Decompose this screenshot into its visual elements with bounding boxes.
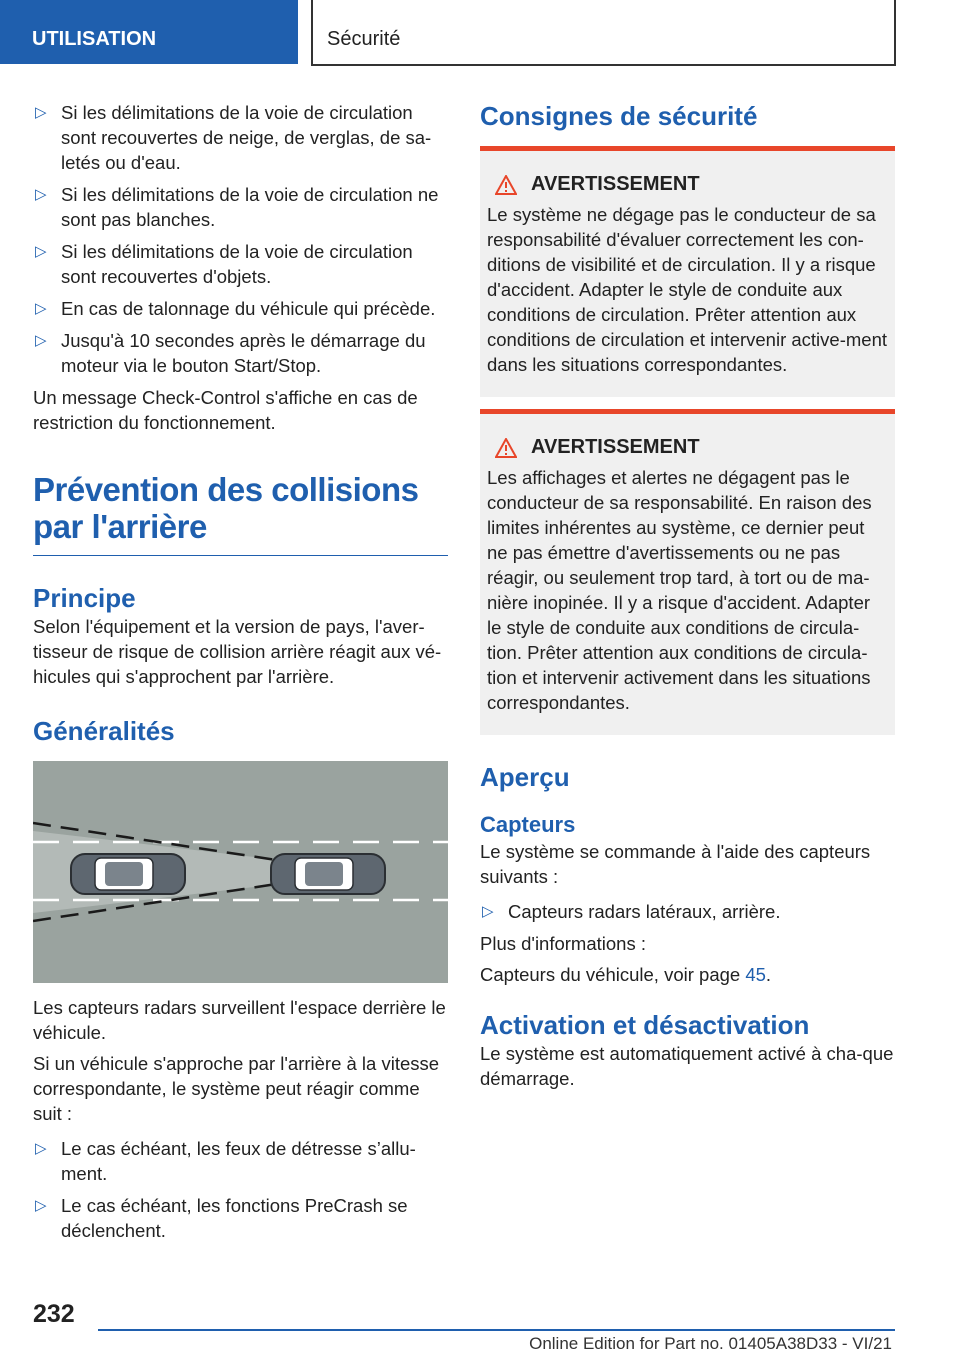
triangle-bullet-icon: ▷ <box>35 1140 47 1157</box>
triangle-bullet-icon: ▷ <box>35 243 47 260</box>
footer-divider <box>98 1329 895 1331</box>
reference-text: Capteurs du véhicule, voir page 45. <box>480 964 772 985</box>
page-title: Sécurité <box>311 0 896 66</box>
triangle-bullet-icon: ▷ <box>35 104 47 121</box>
warning-text: Le système ne dégage pas le conducteur de sa responsabilité d'évaluer correctement les con-ditions de visibilité et de circulation. Il y a risque d'accident. Adapter le style de conduite aux conditions de circulation. Prêter attention aux conditions de circulation et intervenir active-ment dans les situations correspondantes. <box>487 204 887 375</box>
warning-box <box>480 409 895 735</box>
consignes-heading: Consignes de sécurité <box>480 101 758 131</box>
warning-text: Les affichages et alertes ne dégagent pas le conducteur de sa responsabilité. En raison des limites inhérentes au système, ce dernier peut ne pas émettre d'avertissements ou ne pas réagir, ou seulement trop tard, à tort ou de ma-nière inopinée. Il y a risque d'accident. Adapter le style de conduite aux conditions de circula-tion. Prêter attention aux conditions de circula-tion et intervenir activement dans les situations correspondantes. <box>487 467 872 713</box>
activation-text: Le système est automatiquement activé à cha-que démarrage. <box>480 1043 894 1089</box>
left-column <box>33 100 448 1250</box>
right-column <box>480 100 895 1091</box>
warning-box <box>480 146 895 397</box>
triangle-bullet-icon: ▷ <box>35 300 47 317</box>
list-item: ▷ Jusqu'à 10 secondes après le démarrage du moteur via le bouton Start/Stop. <box>35 330 426 376</box>
warning-triangle-icon <box>495 438 517 458</box>
list-item: ▷ Si les délimitations de la voie de circulation ne sont pas blanches. <box>35 184 439 230</box>
edition-text: Online Edition for Part no. 01405A38D33 - VI/21 <box>529 1334 892 1353</box>
info-text: Plus d'informations : <box>480 933 646 954</box>
warning-title: AVERTISSEMENT <box>487 436 887 459</box>
capteurs-text: Le système se commande à l'aide des capteurs suivants : <box>480 841 871 887</box>
car-front <box>271 854 385 894</box>
list-item: ▷ Si les délimitations de la voie de circulation sont recouvertes de neige, de verglas, de sa-letés ou d'eau. <box>35 102 432 173</box>
triangle-bullet-icon: ▷ <box>35 186 47 203</box>
radar-illustration <box>33 761 448 983</box>
list-item: ▷ Le cas échéant, les fonctions PreCrash se déclenchent. <box>35 1195 408 1241</box>
list-item: ▷ Si les délimitations de la voie de circulation sont recouvertes d'objets. <box>35 241 413 287</box>
check-control-note: Un message Check-Control s'affiche en cas de restriction du fonctionnement. <box>33 387 418 433</box>
activation-heading: Activation et désactivation <box>480 1010 810 1040</box>
car-rear <box>71 854 185 894</box>
road-diagram <box>33 761 448 983</box>
page-number: 232 <box>33 1300 75 1328</box>
principe-text: Selon l'équipement et la version de pays, l'aver-tisseur de risque de collision arrière réagit aux vé-hicules qui s'approchent par l'arrière. <box>33 616 442 687</box>
triangle-bullet-icon: ▷ <box>482 903 494 920</box>
radar-text: Les capteurs radars surveillent l'espace derrière le véhicule. <box>33 997 446 1043</box>
section-tab: UTILISATION <box>0 0 298 64</box>
capteurs-heading: Capteurs <box>480 812 576 837</box>
generalites-heading: Généralités <box>33 716 175 746</box>
warning-triangle-icon <box>495 175 517 195</box>
principe-heading: Principe <box>33 583 136 613</box>
page-link[interactable]: 45 <box>745 964 766 985</box>
warning-title: AVERTISSEMENT <box>487 173 887 196</box>
list-item: ▷ Capteurs radars latéraux, arrière. <box>482 901 781 922</box>
triangle-bullet-icon: ▷ <box>35 332 47 349</box>
section-heading: Prévention des collisions par l'arrière <box>33 471 448 556</box>
apercu-heading: Aperçu <box>480 762 570 792</box>
reaction-text: Si un véhicule s'approche par l'arrière à la vitesse correspondante, le système peut réagir comme suit : <box>33 1053 440 1124</box>
list-item: ▷ Le cas échéant, les feux de détresse s’allu-ment. <box>35 1138 416 1184</box>
triangle-bullet-icon: ▷ <box>35 1197 47 1214</box>
list-item: ▷ En cas de talonnage du véhicule qui précède. <box>35 298 436 319</box>
